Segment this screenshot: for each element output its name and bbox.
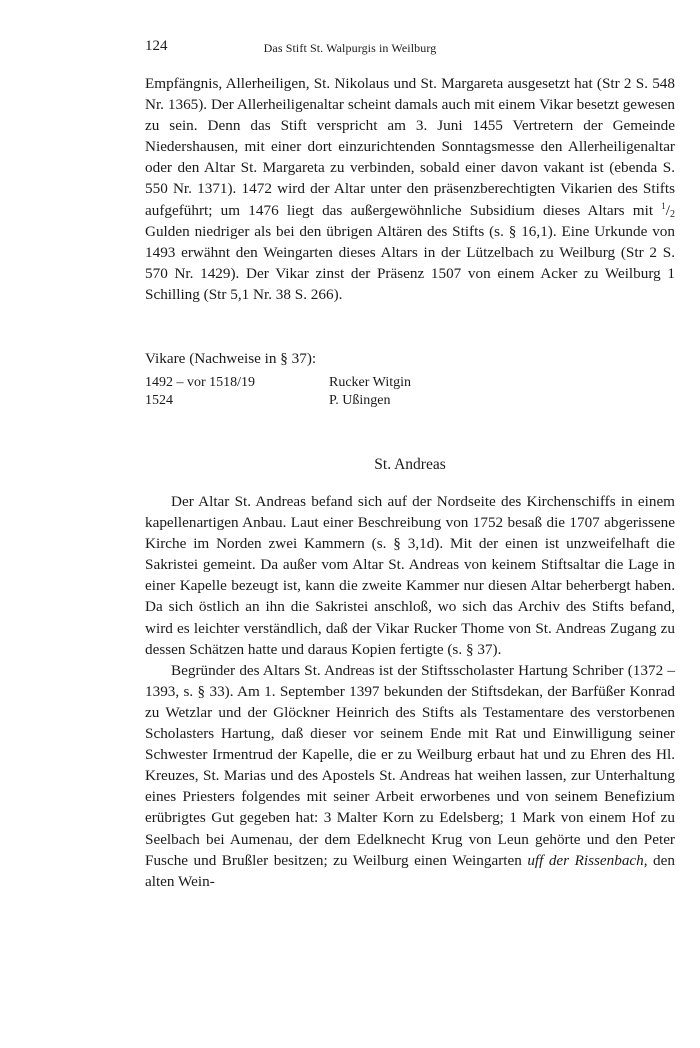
vikar-name: P. Ußingen — [329, 393, 391, 408]
page-number: 124 — [145, 38, 168, 54]
paragraph-text-part2: Gulden niedriger als bei den übrigen Altären des Stifts (s. § 16,1). Eine Urkunde von 1493 erwähnt den Weingarten dieses Altars in der Lützelbach zu Weilburg (Str 2 S. 570 Nr. 1429). Der Vikar zinst der Präsenz 1507 von einem Acker zu Weilburg 1 Schilling (Str 5,1 Nr. 38 S. 266). — [145, 222, 675, 303]
list-item — [145, 392, 675, 410]
fraction-denominator: 2 — [670, 208, 675, 220]
paragraph-altar-founder — [145, 660, 675, 892]
vikar-name: Rucker Witgin — [329, 375, 411, 390]
paragraph-text-part1: Empfängnis, Allerheiligen, St. Nikolaus und St. Margareta ausgesetzt hat (Str 2 S. 548 Nr. 1365). Der Allerheiligenaltar scheint damals auch mit einem Vikar besetzt gewesen zu sein. Denn das Stift verspricht am 3. Juni 1455 Vertretern der Gemeinde Niedershausen, mit einer dort einzurichtenden Sonntagsmesse den Allerheiligenaltar oder den Altar St. Margareta zu verbinden, sobald einer davon vakant ist (ebenda S. 550 Nr. 1371). 1472 wird der Altar unter den präsenzberechtigten Vikarien des Stifts aufgeführt; um 1476 liegt das außergewöhnliche Subsidium dieses Altars mit — [145, 75, 675, 219]
fraction-numerator: 1 — [661, 200, 666, 211]
vikare-heading: Vikare (Nachweise in § 37): — [145, 350, 317, 367]
list-item — [145, 374, 675, 392]
paragraph-allerheiligen — [145, 73, 675, 305]
vikar-date: 1492 – vor 1518/19 — [145, 375, 256, 390]
page-header — [145, 38, 555, 60]
paragraph-text: Empfängnis, Allerheiligen, St. Nikolaus und St. Margareta ausgesetzt hat (Str 2 S. 548 Nr. 1365). Der Allerheiligenaltar scheint damals auch mit einem Vikar besetzt gewesen zu sein. Denn das Stift verspricht am 3. Juni 1455 Vertretern der Gemeinde Niedershausen, mit einer dort einzurichtenden Sonntagsmesse den Allerheiligenaltar oder den Altar St. Margareta zu verbinden, sobald einer davon vakant ist (ebenda S. 550 Nr. 1371). 1472 wird der Altar unter den präsenzberechtigten Vikarien des Stifts aufgeführt; um 1476 liegt das außergewöhnliche Subsidium dieses Altars mit $^1/_2$ Gulden niedriger als bei den übrigen Altären des Stifts (s. § 16,1). Eine Urkunde von 1493 erwähnt den Weingarten dieses Altars in der Lützelbach zu Weilburg (Str 2 S. 570 Nr. 1429). Der Vikar zinst der Präsenz 1507 von einem Acker zu Weilburg 1 Schilling (Str 5,1 Nr. 38 S. 266). — [145, 75, 675, 303]
vikare-list — [145, 348, 675, 410]
vikar-date: 1524 — [145, 393, 173, 408]
paragraph-founder-part2: , den alten Wein- — [145, 851, 675, 890]
section-body — [145, 491, 675, 892]
paragraph-founder-part1: Begründer des Altars St. Andreas ist der Stiftsscholaster Hartung Schriber (1372 – 1393, s. § 33). Am 1. September 1397 bekunden der Stiftsdekan, der Barfüßer Konrad zu Wetzlar und der Glöckner Heinrich des Stifts als Testamentare des verstorbenen Scholasters Hartung, daß dieser vor seinem Ende mit Rat und Einwilligung seiner Schwester Irmentrud der Kapelle, die er zu Weilburg erbaut hat und zu Ehren des Hl. Kreuzes, St. Marias und des Apostels St. Andreas hat weihen lassen, zur Unterhaltung eines Priesters folgendes mit seiner Arbeit erworbenes und von seinem Benefizium erübrigtes Gut gegeben hat: 3 Malter Korn zu Edelsberg; 1 Mark von einem Hof zu Seelbach bei Aumenau, der dem Edelknecht Krug von Leun gehörte und den Peter Fusche und Brußler besitzen; zu Weilburg einen Weingarten — [145, 661, 675, 869]
running-head: Das Stift St. Walpurgis in Weilburg — [263, 41, 437, 55]
italic-place-name: uff der Rissenbach — [527, 851, 644, 869]
section-heading: St. Andreas — [374, 456, 446, 473]
paragraph-altar-location: Der Altar St. Andreas befand sich auf der Nordseite des Kirchenschiffs in einem kapellenartigen Anbau. Laut einer Beschreibung von 1752 besaß die 1707 abgerissene Kirche im Norden zwei Kammern (s. § 3,1d). Mit der einen ist unzweifelhaft die Sakristei gemeint. Da außer vom Altar St. Andreas von keinem Stiftsaltar die Lage in einer Kapelle bezeugt ist, kann die zweite Kammer nur diesen Altar beherbergt haben. Da sich östlich an ihn die Sakristei anschloß, wo sich das Archiv des Stifts befand, wird es leichter verständlich, daß der Vikar Rucker Thome von St. Andreas Zugang zu dessen Schätzen hatte und daraus Kopien fertigte (s. § 37). — [145, 493, 675, 658]
